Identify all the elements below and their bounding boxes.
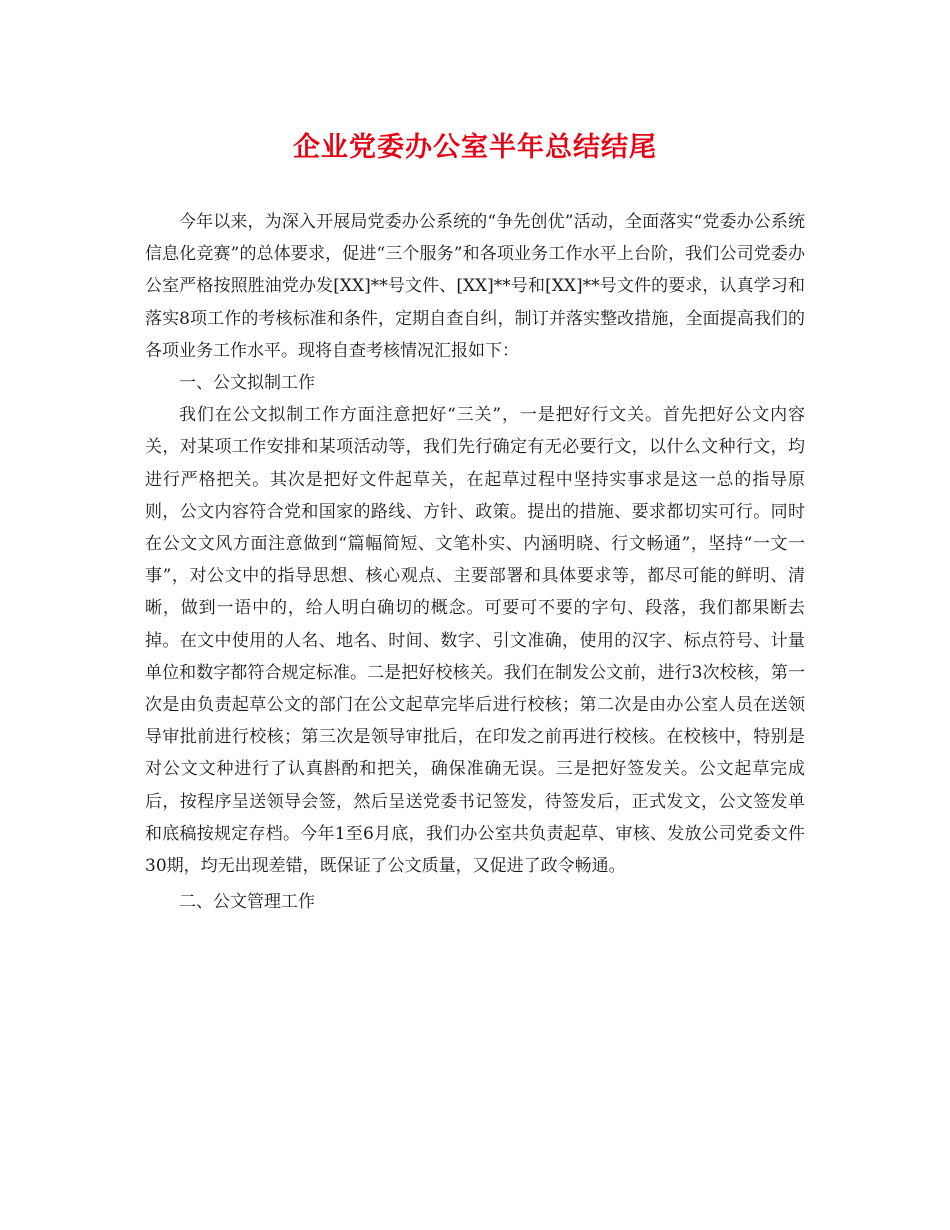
section-heading-2: 二、公文管理工作 — [179, 892, 315, 913]
intro-paragraph: 今年以来，为深入开展局党委办公系统的“争先创优”活动，全面落实“党委办公系统信息化竞赛”的总体要求，促进“三个服务”和各项业务工作水平上台阶，我们公司党委办公室严格按照胜油党办发[XX]**号文件、[XX]**号和[XX]**号文件的要求，认真学习和落实8项工作的考核标准和条件，定期自查自纠，制订并落实整改措施，全面提高我们的各项业务工作水平。现将自查考核情况汇报如下： — [145, 212, 805, 361]
document-body — [145, 206, 805, 918]
document-title: 企业党委办公室半年总结结尾 — [293, 132, 657, 163]
section-heading-1: 一、公文拟制工作 — [179, 373, 315, 394]
section-1-paragraph: 我们在公文拟制工作方面注意把好“三关”，一是把好行文关。首先把好公文内容关，对某项工作安排和某项活动等，我们先行确定有无必要行文，以什么文种行文，均进行严格把关。其次是把好文件起草关，在起草过程中坚持实事求是这一总的指导原则，公文内容符合党和国家的路线、方针、政策。提出的措施、要求都切实可行。同时在公文文风方面注意做到“篇幅简短、文笔朴实、内涵明晓、行文畅通”，坚持“一文一事”，对公文中的指导思想、核心观点、主要部署和具体要求等，都尽可能的鲜明、清晰，做到一语中的，给人明白确切的概念。可要可不要的字句、段落，我们都果断去掉。在文中使用的人名、地名、时间、数字、引文准确，使用的汉字、标点符号、计量单位和数字都符合规定标准。二是把好校核关。我们在制发公文前，进行3次校核，第一次是由负责起草公文的部门在公文起草完毕后进行校核；第二次是由办公室人员在送领导审批前进行校核；第三次是领导审批后，在印发之前再进行校核。在校核中，特别是对公文文种进行了认真斟酌和把关，确保准确无误。三是把好签发关。公文起草完成后，按程序呈送领导会签，然后呈送党委书记签发，待签发后，正式发文，公文签发单和底稿按规定存档。今年1至6月底，我们办公室共负责起草、审核、发放公司党委文件30期，均无出现差错，既保证了公文质量，又促进了政令畅通。 — [145, 405, 805, 877]
